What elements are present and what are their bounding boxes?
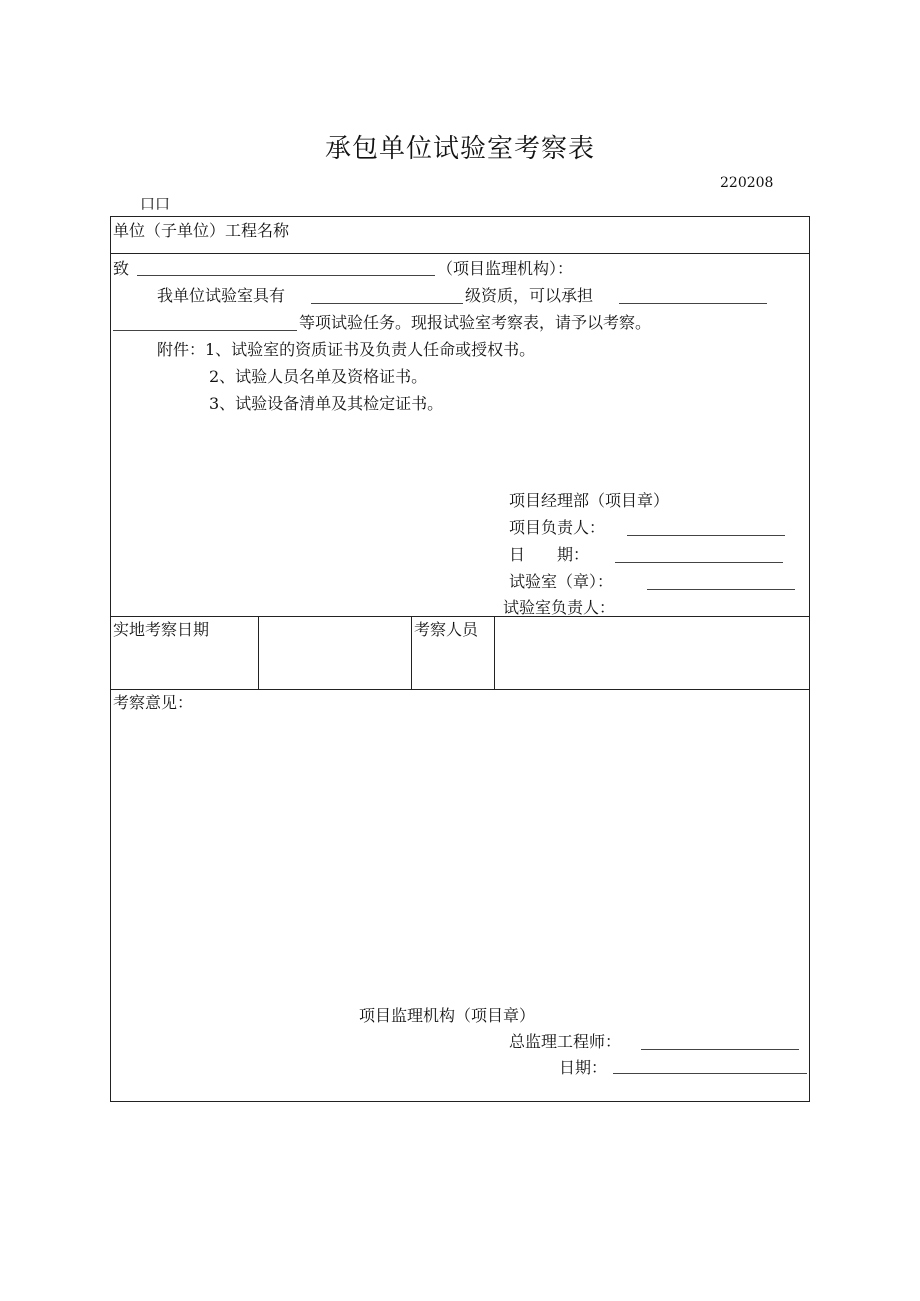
inspect-date-field[interactable]: [259, 617, 411, 689]
qualification-text-b: 级资质，可以承担: [465, 286, 594, 305]
opinion-date-label: 日期：: [559, 1058, 608, 1077]
supervision-org-field[interactable]: [137, 275, 435, 276]
form-table: [110, 216, 810, 1102]
project-name-label: 单位（子单位）工程名称: [113, 221, 290, 240]
test-tasks-field[interactable]: [113, 330, 297, 331]
col-divider: [411, 616, 412, 689]
form-title: 承包单位试验室考察表: [324, 134, 595, 164]
to-prefix: 致: [113, 259, 130, 278]
row-divider: [111, 689, 809, 690]
attachment-item: 附件：1、试验室的资质证书及负责人任命或授权书。: [157, 340, 536, 359]
supervision-seal-label: 项目监理机构（项目章）: [359, 1006, 536, 1025]
lab-head-label: 试验室负责人：: [503, 598, 616, 617]
manager-field[interactable]: [627, 535, 785, 536]
opinion-date-field[interactable]: [613, 1073, 807, 1074]
form-code: 220208: [720, 175, 774, 191]
row-divider: [111, 253, 809, 254]
tasks-text: 等项试验任务。现报试验室考察表，请予以考察。: [299, 313, 652, 332]
attachment-item: 3、试验设备清单及其检定证书。: [209, 394, 444, 413]
inspector-field[interactable]: [495, 617, 809, 689]
manager-label: 项目负责人：: [509, 518, 606, 537]
opinion-label: 考察意见：: [113, 693, 194, 712]
qualification-level-field[interactable]: [311, 303, 463, 304]
inspector-label: 考察人员: [414, 620, 479, 639]
date-label: 日 期：: [509, 545, 590, 564]
inspect-date-label: 实地考察日期: [113, 620, 210, 639]
attachment-item: 2、试验人员名单及资格证书。: [209, 367, 428, 386]
header-marks: 口口: [140, 195, 171, 213]
qualification-text-a: 我单位试验室具有: [157, 286, 286, 305]
opinion-field[interactable]: [113, 717, 807, 997]
undertake-field[interactable]: [619, 303, 767, 304]
dept-seal-label: 项目经理部（项目章）: [509, 491, 670, 510]
date-field[interactable]: [615, 562, 783, 563]
to-suffix: （项目监理机构）：: [437, 259, 574, 278]
chief-engineer-label: 总监理工程师：: [509, 1032, 622, 1051]
chief-engineer-field[interactable]: [641, 1049, 799, 1050]
lab-seal-label: 试验室（章）：: [509, 572, 614, 591]
lab-seal-field[interactable]: [647, 589, 795, 590]
